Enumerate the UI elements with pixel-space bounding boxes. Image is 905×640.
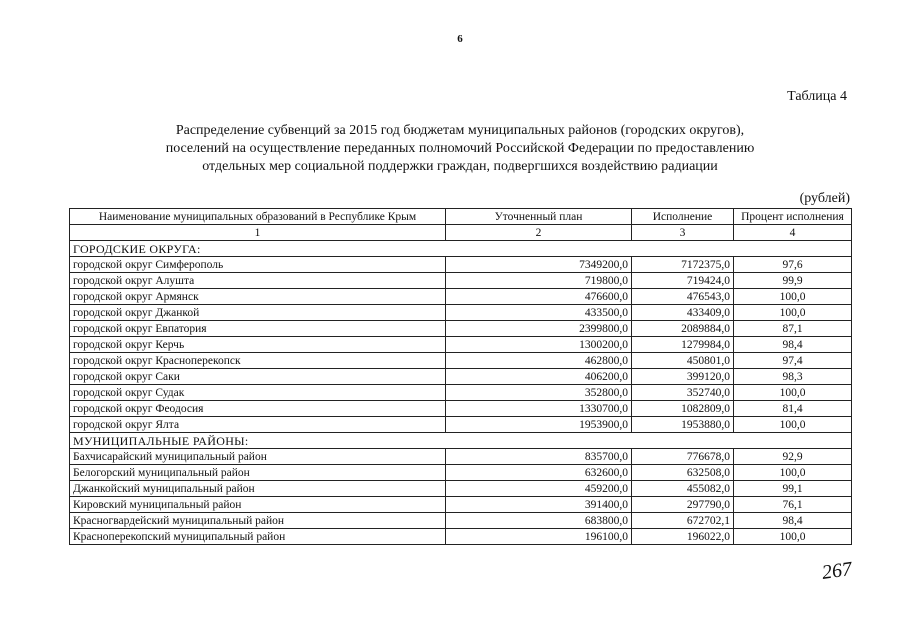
table-row — [70, 449, 852, 465]
municipality-name: городской округ Евпатория — [70, 321, 446, 337]
table-row — [70, 257, 852, 273]
execution-value: 1279984,0 — [632, 337, 734, 353]
table-body — [70, 241, 852, 545]
municipality-name: городской округ Ялта — [70, 417, 446, 433]
municipality-name: городской округ Джанкой — [70, 305, 446, 321]
municipality-name: городской округ Симферополь — [70, 257, 446, 273]
execution-percent: 99,1 — [734, 481, 852, 497]
units-label: (рублей) — [799, 191, 850, 206]
execution-value: 455082,0 — [632, 481, 734, 497]
execution-percent: 81,4 — [734, 401, 852, 417]
execution-value: 2089884,0 — [632, 321, 734, 337]
execution-percent: 100,0 — [734, 417, 852, 433]
table-row — [70, 369, 852, 385]
execution-value: 433409,0 — [632, 305, 734, 321]
table-row — [70, 513, 852, 529]
municipality-name: городской округ Феодосия — [70, 401, 446, 417]
execution-percent: 97,4 — [734, 353, 852, 369]
execution-value: 672702,1 — [632, 513, 734, 529]
table-row — [70, 353, 852, 369]
execution-percent: 92,9 — [734, 449, 852, 465]
municipality-name: городской округ Судак — [70, 385, 446, 401]
column-number: 4 — [734, 225, 852, 241]
execution-percent: 100,0 — [734, 529, 852, 545]
execution-percent: 100,0 — [734, 465, 852, 481]
plan-value: 835700,0 — [446, 449, 632, 465]
table-label: Таблица 4 — [787, 89, 847, 104]
table-row — [70, 321, 852, 337]
plan-value: 459200,0 — [446, 481, 632, 497]
execution-value: 399120,0 — [632, 369, 734, 385]
execution-value: 352740,0 — [632, 385, 734, 401]
municipality-name: Кировский муниципальный район — [70, 497, 446, 513]
plan-value: 1300200,0 — [446, 337, 632, 353]
execution-value: 632508,0 — [632, 465, 734, 481]
plan-value: 462800,0 — [446, 353, 632, 369]
table-row — [70, 481, 852, 497]
title-line: отдельных мер социальной поддержки граждан, подвергшихся воздействию радиации — [202, 159, 718, 174]
execution-value: 297790,0 — [632, 497, 734, 513]
execution-value: 476543,0 — [632, 289, 734, 305]
plan-value: 1330700,0 — [446, 401, 632, 417]
execution-value: 1082809,0 — [632, 401, 734, 417]
table-row — [70, 385, 852, 401]
execution-value: 776678,0 — [632, 449, 734, 465]
execution-value: 719424,0 — [632, 273, 734, 289]
municipality-name: Джанкойский муниципальный район — [70, 481, 446, 497]
title-line: Распределение субвенций за 2015 год бюджетам муниципальных районов (городских округов), — [175, 123, 745, 138]
column-number-row — [70, 225, 852, 241]
plan-value: 433500,0 — [446, 305, 632, 321]
municipality-name: городской округ Саки — [70, 369, 446, 385]
plan-value: 352800,0 — [446, 385, 632, 401]
table-row — [70, 337, 852, 353]
column-number: 1 — [70, 225, 446, 241]
column-header: Исполнение — [632, 209, 734, 225]
execution-percent: 97,6 — [734, 257, 852, 273]
plan-value: 719800,0 — [446, 273, 632, 289]
execution-percent: 99,9 — [734, 273, 852, 289]
table-row — [70, 417, 852, 433]
section-heading: ГОРОДСКИЕ ОКРУГА: — [70, 241, 852, 257]
municipality-name: городской округ Керчь — [70, 337, 446, 353]
subsidy-table — [69, 208, 852, 545]
table-title — [100, 122, 820, 176]
municipality-name: городской округ Красноперекопск — [70, 353, 446, 369]
execution-percent: 87,1 — [734, 321, 852, 337]
plan-value: 406200,0 — [446, 369, 632, 385]
table-row — [70, 497, 852, 513]
handwritten-note: 267 — [820, 558, 854, 584]
section-heading: МУНИЦИПАЛЬНЫЕ РАЙОНЫ: — [70, 433, 852, 449]
execution-percent: 98,4 — [734, 513, 852, 529]
execution-value: 1953880,0 — [632, 417, 734, 433]
plan-value: 2399800,0 — [446, 321, 632, 337]
column-number: 2 — [446, 225, 632, 241]
column-header: Уточненный план — [446, 209, 632, 225]
execution-percent: 100,0 — [734, 385, 852, 401]
municipality-name: городской округ Армянск — [70, 289, 446, 305]
table-row — [70, 529, 852, 545]
municipality-name: Красногвардейский муниципальный район — [70, 513, 446, 529]
execution-percent: 100,0 — [734, 289, 852, 305]
column-header: Процент исполнения — [734, 209, 852, 225]
plan-value: 1953900,0 — [446, 417, 632, 433]
table-row — [70, 401, 852, 417]
section-heading-row — [70, 241, 852, 257]
table-row — [70, 305, 852, 321]
plan-value: 683800,0 — [446, 513, 632, 529]
municipality-name: Бахчисарайский муниципальный район — [70, 449, 446, 465]
plan-value: 476600,0 — [446, 289, 632, 305]
title-line: поселений на осуществление переданных полномочий Российской Федерации по предоставлению — [165, 141, 755, 156]
column-header: Наименование муниципальных образований в Республике Крым — [70, 209, 446, 225]
table-row — [70, 465, 852, 481]
column-number: 3 — [632, 225, 734, 241]
execution-percent: 98,4 — [734, 337, 852, 353]
municipality-name: Белогорский муниципальный район — [70, 465, 446, 481]
page-number: 6 — [457, 33, 463, 45]
plan-value: 7349200,0 — [446, 257, 632, 273]
plan-value: 632600,0 — [446, 465, 632, 481]
execution-percent: 100,0 — [734, 305, 852, 321]
execution-percent: 76,1 — [734, 497, 852, 513]
execution-percent: 98,3 — [734, 369, 852, 385]
plan-value: 391400,0 — [446, 497, 632, 513]
section-heading-row — [70, 433, 852, 449]
plan-value: 196100,0 — [446, 529, 632, 545]
municipality-name: Красноперекопский муниципальный район — [70, 529, 446, 545]
execution-value: 7172375,0 — [632, 257, 734, 273]
header-row — [70, 209, 852, 225]
table-row — [70, 289, 852, 305]
execution-value: 450801,0 — [632, 353, 734, 369]
table-row — [70, 273, 852, 289]
municipality-name: городской округ Алушта — [70, 273, 446, 289]
execution-value: 196022,0 — [632, 529, 734, 545]
